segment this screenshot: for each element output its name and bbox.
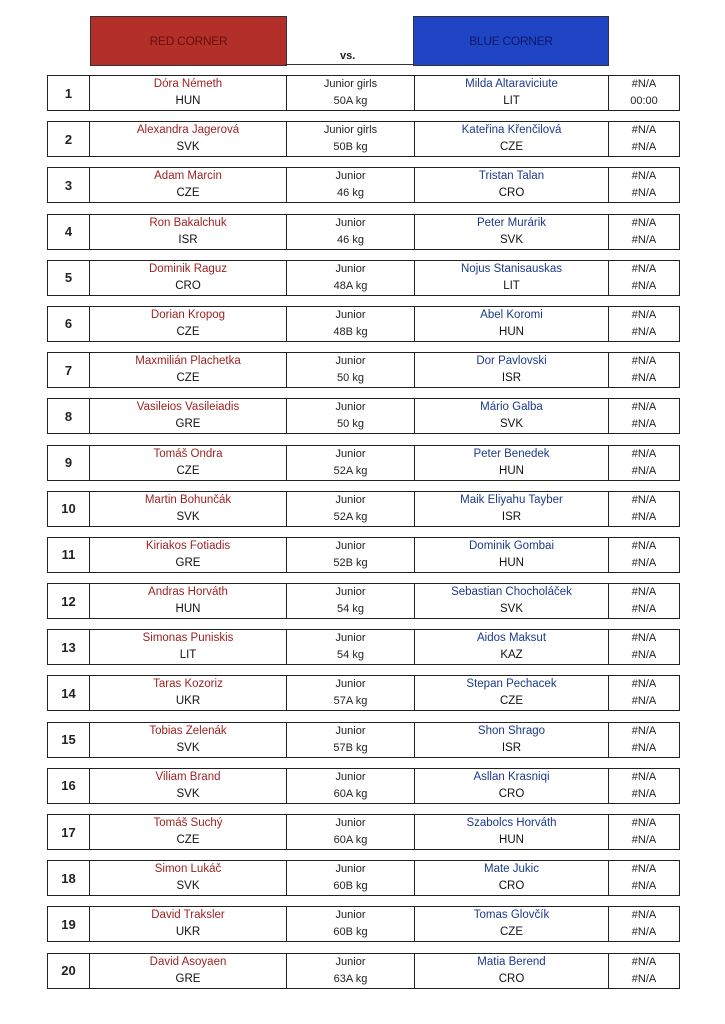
blue-competitor-country: HUN <box>499 464 524 477</box>
blue-competitor-country: HUN <box>499 325 524 338</box>
category-label: Junior <box>335 863 366 876</box>
red-competitor-name: Dominik Raguz <box>149 262 227 275</box>
red-competitor <box>90 446 287 480</box>
bout-result <box>609 954 679 988</box>
weight-class: 60A kg <box>333 834 368 846</box>
bout-number: 7 <box>48 353 90 387</box>
bout-result <box>609 168 679 202</box>
bout-row <box>47 167 680 203</box>
blue-competitor <box>415 399 609 433</box>
blue-competitor-country: SVK <box>499 603 523 616</box>
red-competitor-name: Viliam Brand <box>155 770 221 783</box>
blue-competitor <box>415 584 609 618</box>
weight-class: 54 kg <box>337 649 364 662</box>
result-line-1: #N/A <box>631 724 657 737</box>
result-line-2: #N/A <box>631 510 657 523</box>
bout-row <box>47 260 680 296</box>
weight-class: 60B kg <box>333 926 368 939</box>
blue-competitor-country: SVK <box>499 233 523 246</box>
blue-competitor <box>415 538 609 572</box>
result-line-1: #N/A <box>631 308 657 321</box>
bout-row <box>47 306 680 342</box>
blue-competitor-country: CZE <box>500 695 523 708</box>
red-competitor-country: ISR <box>178 233 198 246</box>
blue-competitor-country: CZE <box>500 141 523 154</box>
weight-class: 57B kg <box>333 741 368 754</box>
category-label: Junior <box>335 262 366 275</box>
category-label: Junior girls <box>323 78 378 90</box>
result-line-2: #N/A <box>631 972 657 985</box>
red-competitor-country: HUN <box>175 95 201 107</box>
bout-row <box>47 583 680 619</box>
bout-number: 13 <box>48 630 90 664</box>
red-competitor <box>90 122 287 156</box>
red-competitor-name: Adam Marcin <box>154 170 222 183</box>
bout-number: 9 <box>48 446 90 480</box>
bout-category <box>287 76 415 110</box>
red-competitor <box>90 76 287 110</box>
bout-category <box>287 215 415 249</box>
blue-competitor-country: ISR <box>501 510 522 523</box>
red-competitor-name: Tomáš Suchý <box>153 817 223 829</box>
red-competitor <box>90 492 287 526</box>
result-line-1: #N/A <box>631 401 657 414</box>
category-label: Junior <box>335 632 366 645</box>
red-competitor <box>90 261 287 295</box>
weight-class: 50A kg <box>333 95 368 107</box>
blue-competitor <box>415 446 609 480</box>
red-competitor-country: LIT <box>179 649 197 662</box>
bout-category <box>287 769 415 803</box>
bout-result <box>609 769 679 803</box>
red-competitor-name: Maxmilián Plachetka <box>135 355 241 368</box>
red-competitor-name: Andras Horváth <box>148 586 228 599</box>
category-label: Junior <box>335 308 366 321</box>
blue-competitor <box>415 492 609 526</box>
bout-list <box>47 75 680 999</box>
bout-category <box>287 353 415 387</box>
category-label: Junior <box>335 724 366 737</box>
red-competitor-name: David Traksler <box>151 909 225 922</box>
blue-competitor-name: Abel Koromi <box>480 308 543 321</box>
blue-competitor <box>415 76 609 110</box>
red-competitor-name: Dóra Németh <box>153 78 223 90</box>
result-line-2: #N/A <box>631 880 657 893</box>
bout-number: 19 <box>48 907 90 941</box>
result-line-1: #N/A <box>631 955 657 968</box>
red-competitor-name: Dorian Kropog <box>150 308 226 321</box>
red-competitor <box>90 584 287 618</box>
bout-number: 14 <box>48 676 90 710</box>
result-line-1: #N/A <box>631 216 657 229</box>
result-line-2: #N/A <box>631 695 657 708</box>
bout-category <box>287 261 415 295</box>
blue-competitor <box>415 815 609 849</box>
bout-row <box>47 214 680 250</box>
category-label: Junior <box>335 539 366 552</box>
result-line-2: #N/A <box>631 325 657 338</box>
red-competitor-name: Taras Kozoriz <box>153 678 223 691</box>
weight-class: 63A kg <box>333 972 368 985</box>
bout-category <box>287 538 415 572</box>
blue-competitor-name: Mário Galba <box>480 401 543 414</box>
blue-competitor <box>415 307 609 341</box>
red-competitor <box>90 307 287 341</box>
bout-category <box>287 492 415 526</box>
blue-competitor-name: Tomas Glovčík <box>473 909 550 922</box>
bout-category <box>287 307 415 341</box>
red-competitor-country: CZE <box>176 372 200 385</box>
category-label: Junior <box>335 401 366 414</box>
red-competitor-name: Martin Bohunčák <box>144 493 232 506</box>
result-line-1: #N/A <box>631 447 657 460</box>
red-competitor <box>90 861 287 895</box>
blue-competitor-country: LIT <box>503 95 520 107</box>
weight-class: 46 kg <box>337 187 364 200</box>
bout-category <box>287 399 415 433</box>
red-competitor <box>90 538 287 572</box>
bout-result <box>609 353 679 387</box>
bout-number: 5 <box>48 261 90 295</box>
bout-row <box>47 814 680 850</box>
bout-number: 12 <box>48 584 90 618</box>
result-line-2: #N/A <box>631 187 657 200</box>
weight-class: 50B kg <box>333 141 368 154</box>
bout-row <box>47 398 680 434</box>
blue-competitor-name: Kateřina Křenčilová <box>461 124 562 137</box>
bout-category <box>287 907 415 941</box>
result-line-2: #N/A <box>631 556 657 569</box>
category-label: Junior <box>335 770 366 783</box>
bout-number: 16 <box>48 769 90 803</box>
weight-class: 48B kg <box>333 325 368 338</box>
red-competitor-name: Simon Lukáč <box>154 863 222 876</box>
result-line-1: #N/A <box>631 124 657 137</box>
weight-class: 54 kg <box>337 603 364 616</box>
bout-result <box>609 492 679 526</box>
bout-row <box>47 445 680 481</box>
blue-competitor-name: Matia Berend <box>477 955 546 968</box>
red-corner-header: RED CORNER <box>90 16 287 66</box>
bout-category <box>287 723 415 757</box>
bout-result <box>609 584 679 618</box>
bout-number: 17 <box>48 815 90 849</box>
bout-row <box>47 491 680 527</box>
red-competitor-country: UKR <box>175 926 201 939</box>
red-competitor-name: Vasileios Vasileiadis <box>136 401 240 414</box>
bout-number: 2 <box>48 122 90 156</box>
category-label: Junior <box>335 817 366 829</box>
bout-result <box>609 215 679 249</box>
red-competitor <box>90 723 287 757</box>
bout-number: 20 <box>48 954 90 988</box>
red-competitor-country: GRE <box>175 418 201 431</box>
red-competitor-country: CZE <box>176 187 200 200</box>
blue-corner-header: BLUE CORNER <box>413 16 609 66</box>
blue-competitor-name: Maik Eliyahu Tayber <box>460 493 563 506</box>
red-competitor-country: CZE <box>176 325 200 338</box>
category-label: Junior <box>335 216 366 229</box>
bout-category <box>287 584 415 618</box>
blue-competitor <box>415 215 609 249</box>
blue-competitor-country: CZE <box>500 926 523 939</box>
result-line-2: #N/A <box>631 141 657 154</box>
bout-result <box>609 399 679 433</box>
bout-row <box>47 352 680 388</box>
bout-result <box>609 723 679 757</box>
bout-number: 10 <box>48 492 90 526</box>
result-line-1: #N/A <box>631 78 657 90</box>
red-competitor-name: Tobias Zelenák <box>149 724 227 737</box>
blue-competitor-name: Stepan Pechacek <box>466 678 557 691</box>
result-line-2: #N/A <box>631 233 657 246</box>
red-competitor-name: Kiriakos Fotiadis <box>145 539 231 552</box>
bout-row <box>47 75 680 111</box>
blue-competitor-name: Nojus Stanisauskas <box>461 262 562 275</box>
result-line-1: #N/A <box>631 539 657 552</box>
weight-class: 50 kg <box>337 372 364 385</box>
bout-category <box>287 122 415 156</box>
red-competitor-country: SVK <box>176 787 200 800</box>
red-competitor-country: SVK <box>176 141 200 154</box>
red-competitor <box>90 907 287 941</box>
red-competitor <box>90 353 287 387</box>
red-competitor <box>90 954 287 988</box>
red-competitor <box>90 399 287 433</box>
result-line-2: #N/A <box>631 603 657 616</box>
result-line-2: #N/A <box>631 418 657 431</box>
bout-category <box>287 168 415 202</box>
bout-result <box>609 538 679 572</box>
weight-class: 52B kg <box>333 556 368 569</box>
red-competitor <box>90 815 287 849</box>
bout-category <box>287 676 415 710</box>
result-line-1: #N/A <box>631 863 657 876</box>
blue-competitor <box>415 122 609 156</box>
blue-competitor-name: Szabolcs Horváth <box>466 817 557 829</box>
category-label: Junior <box>335 355 366 368</box>
weight-class: 57A kg <box>333 695 368 708</box>
blue-competitor <box>415 861 609 895</box>
bout-result <box>609 907 679 941</box>
category-label: Junior <box>335 678 366 691</box>
weight-class: 50 kg <box>337 418 364 431</box>
category-label: Junior <box>335 170 366 183</box>
blue-competitor-country: SVK <box>499 418 523 431</box>
blue-competitor-country: LIT <box>503 279 520 292</box>
blue-competitor-country: HUN <box>499 834 524 846</box>
result-line-1: #N/A <box>631 170 657 183</box>
blue-competitor-name: Milda Altaraviciute <box>465 78 558 90</box>
result-line-1: #N/A <box>631 909 657 922</box>
blue-competitor <box>415 676 609 710</box>
weight-class: 52A kg <box>333 464 368 477</box>
bout-number: 6 <box>48 307 90 341</box>
red-competitor <box>90 215 287 249</box>
blue-competitor <box>415 168 609 202</box>
red-competitor-country: CZE <box>176 834 200 846</box>
category-label: Junior girls <box>323 124 378 137</box>
bout-result <box>609 676 679 710</box>
blue-competitor-country: KAZ <box>500 649 523 662</box>
bout-category <box>287 446 415 480</box>
blue-competitor-name: Tristan Talan <box>478 170 545 183</box>
red-competitor-name: Simonas Puniskis <box>142 632 234 645</box>
category-label: Junior <box>335 447 366 460</box>
blue-competitor-country: ISR <box>501 372 522 385</box>
result-line-1: #N/A <box>631 632 657 645</box>
red-competitor-country: CRO <box>175 279 201 292</box>
bout-row <box>47 121 680 157</box>
result-line-2: #N/A <box>631 834 657 846</box>
blue-competitor <box>415 907 609 941</box>
bout-number: 8 <box>48 399 90 433</box>
bout-result <box>609 446 679 480</box>
red-competitor-country: SVK <box>176 880 200 893</box>
result-line-2: #N/A <box>631 926 657 939</box>
bout-result <box>609 307 679 341</box>
bout-category <box>287 630 415 664</box>
bout-category <box>287 861 415 895</box>
weight-class: 60A kg <box>333 787 368 800</box>
blue-competitor-country: CRO <box>498 972 525 985</box>
red-competitor-country: GRE <box>175 556 201 569</box>
blue-competitor-country: ISR <box>501 741 522 754</box>
red-competitor <box>90 168 287 202</box>
result-line-1: #N/A <box>631 355 657 368</box>
result-line-2: #N/A <box>631 741 657 754</box>
bout-number: 4 <box>48 215 90 249</box>
blue-competitor-name: Dor Pavlovski <box>476 355 547 368</box>
blue-competitor-country: CRO <box>498 787 525 800</box>
bout-row <box>47 860 680 896</box>
bout-category <box>287 954 415 988</box>
red-competitor-country: HUN <box>175 603 201 616</box>
bout-number: 1 <box>48 76 90 110</box>
red-competitor-country: GRE <box>175 972 201 985</box>
blue-competitor <box>415 723 609 757</box>
category-label: Junior <box>335 955 366 968</box>
result-line-2: #N/A <box>631 279 657 292</box>
red-competitor <box>90 676 287 710</box>
result-line-2: #N/A <box>631 649 657 662</box>
bout-number: 15 <box>48 723 90 757</box>
vs-label: vs. <box>340 50 356 62</box>
result-line-2: #N/A <box>631 464 657 477</box>
blue-competitor-name: Dominik Gombai <box>469 539 554 552</box>
red-competitor-country: UKR <box>175 695 201 708</box>
blue-competitor <box>415 769 609 803</box>
bout-row <box>47 722 680 758</box>
bout-result <box>609 630 679 664</box>
red-competitor <box>90 630 287 664</box>
red-competitor-name: Ron Bakalchuk <box>149 216 227 229</box>
blue-competitor-country: HUN <box>499 556 524 569</box>
result-line-2: #N/A <box>631 787 657 800</box>
blue-competitor-name: Aidos Maksut <box>476 632 547 645</box>
category-label: Junior <box>335 586 366 599</box>
bout-result <box>609 861 679 895</box>
blue-competitor-name: Asllan Krasniqi <box>473 770 550 783</box>
header-divider <box>285 64 413 65</box>
red-competitor <box>90 769 287 803</box>
blue-competitor <box>415 630 609 664</box>
bout-category <box>287 815 415 849</box>
result-line-1: #N/A <box>631 817 657 829</box>
category-label: Junior <box>335 493 366 506</box>
bout-number: 18 <box>48 861 90 895</box>
blue-competitor-name: Sebastian Chocholáček <box>451 586 572 599</box>
red-competitor-name: Tomáš Ondra <box>153 447 223 460</box>
red-competitor-country: CZE <box>176 464 200 477</box>
bout-row <box>47 953 680 989</box>
bout-row <box>47 629 680 665</box>
weight-class: 46 kg <box>337 233 364 246</box>
red-competitor-name: Alexandra Jagerová <box>136 124 240 137</box>
red-competitor-country: SVK <box>176 510 200 523</box>
bout-number: 11 <box>48 538 90 572</box>
bout-result <box>609 122 679 156</box>
weight-class: 52A kg <box>333 510 368 523</box>
result-line-2: 00:00 <box>630 95 658 107</box>
bout-result <box>609 815 679 849</box>
blue-competitor-name: Mate Jukic <box>484 863 539 876</box>
blue-competitor <box>415 353 609 387</box>
blue-competitor-name: Peter Benedek <box>473 447 550 460</box>
category-label: Junior <box>335 909 366 922</box>
red-competitor-country: SVK <box>176 741 200 754</box>
bout-number: 3 <box>48 168 90 202</box>
blue-competitor-country: CRO <box>498 187 525 200</box>
blue-competitor <box>415 954 609 988</box>
result-line-2: #N/A <box>631 372 657 385</box>
bout-row <box>47 906 680 942</box>
red-competitor-name: David Asoyaen <box>149 955 227 968</box>
blue-competitor-name: Shon Shrago <box>477 724 546 737</box>
result-line-1: #N/A <box>631 493 657 506</box>
bout-result <box>609 76 679 110</box>
blue-competitor-name: Peter Murárik <box>476 216 547 229</box>
blue-competitor <box>415 261 609 295</box>
result-line-1: #N/A <box>631 586 657 599</box>
bout-result <box>609 261 679 295</box>
bout-row <box>47 675 680 711</box>
bout-row <box>47 768 680 804</box>
blue-competitor-country: CRO <box>498 880 525 893</box>
result-line-1: #N/A <box>631 678 657 691</box>
bout-row <box>47 537 680 573</box>
weight-class: 48A kg <box>333 279 368 292</box>
weight-class: 60B kg <box>333 880 368 893</box>
result-line-1: #N/A <box>631 262 657 275</box>
result-line-1: #N/A <box>631 770 657 783</box>
